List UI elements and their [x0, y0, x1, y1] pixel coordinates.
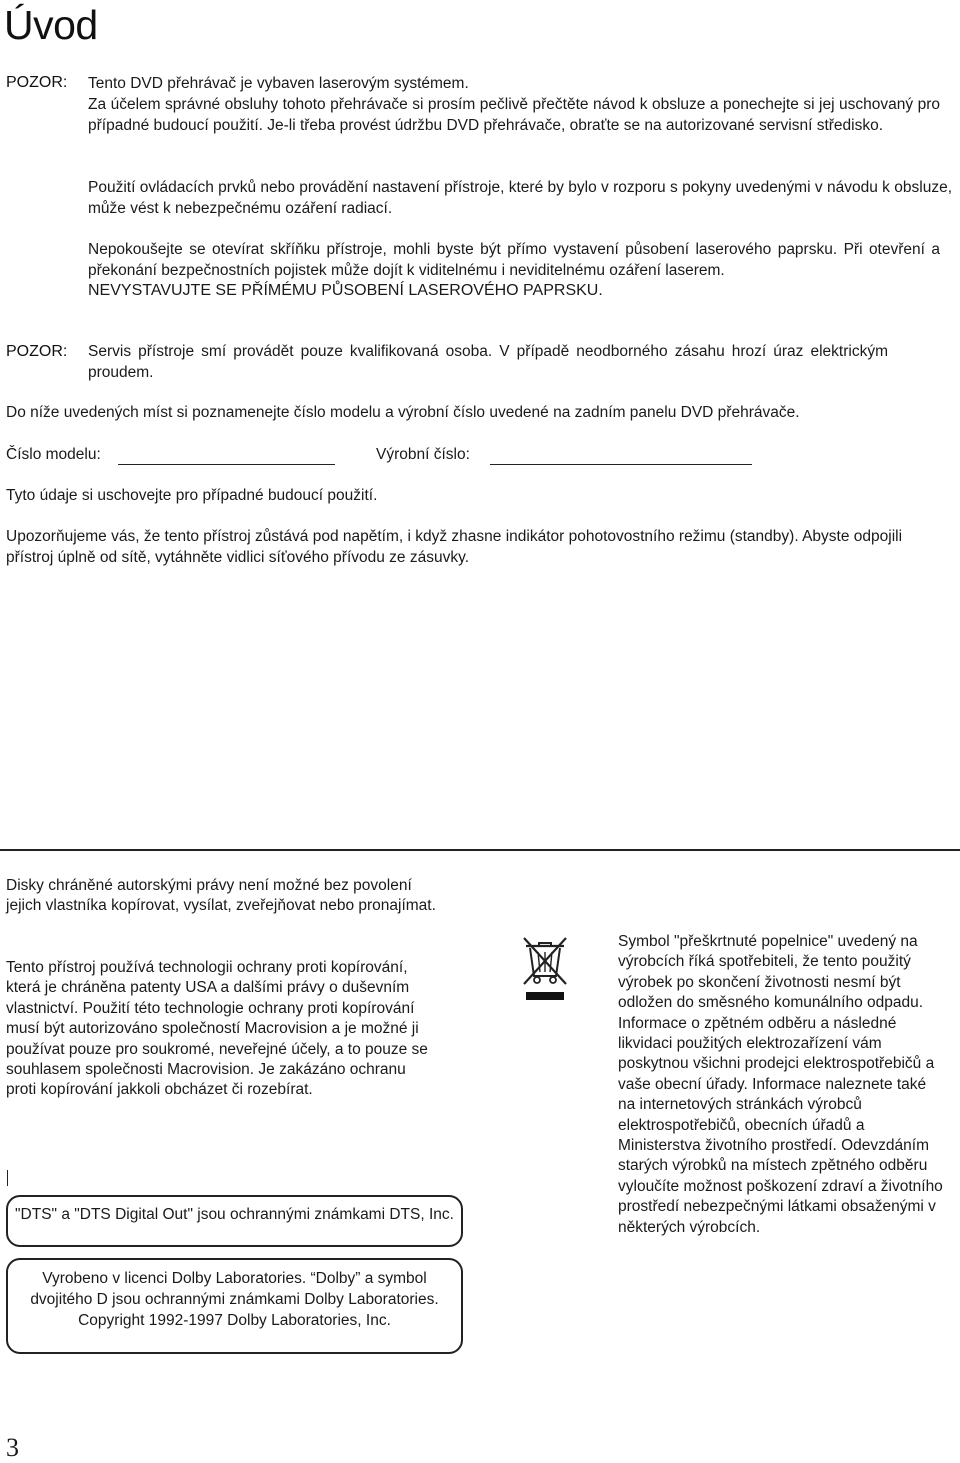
model-number-field: [118, 464, 335, 465]
instructions-paragraph: Za účelem správné obsluhy tohoto přehrávače si prosím pečlivě přečtěte návod k obsluze a ponechejte si jej uschovaný pro případné budoucí použití. Je-li třeba provést údržbu DVD přehrávače, obraťte se na autorizované servisní středisko.: [88, 96, 940, 134]
serial-number-label: Výrobní číslo:: [376, 446, 470, 463]
section-divider: [0, 849, 960, 851]
model-info-intro: Do níže uvedených míst si poznamenejte číslo modelu a výrobní číslo uvedené na zadním panelu DVD přehrávače.: [6, 404, 800, 421]
controls-warning-paragraph: Použití ovládacích prvků nebo provádění nastavení přístroje, které by bylo v rozporu s pokyny uvedenými v návodu k obsluze, může vést k nebezpečnému ozáření radiací.: [88, 179, 952, 217]
laser-beam-caps-warning: NEVYSTAVUJTE SE PŘÍMÉMU PŮSOBENÍ LASEROVÉHO PAPRSKU.: [88, 282, 603, 299]
service-warning: Servis přístroje smí provádět pouze kvalifikovaná osoba. V případě neodborného zásahu hrozí úraz elektrickým proudem.: [88, 343, 888, 381]
laser-system-note: Tento DVD přehrávač je vybaven laserovým systémem.: [88, 75, 469, 92]
dolby-license-box: [6, 1258, 463, 1354]
macrovision-paragraph: Tento přístroj používá technologii ochrany proti kopírování, která je chráněna patenty USA a dalšími právy o duševním vlastnictví. Použití této technologie ochrany proti kopírování musí být autorizováno společností Macrovision a je možné ji používat pouze pro soukromé, neveřejné účely, a to pouze se souhlasem společnosti Macrovision. Je zakázáno ochranu proti kopírování jakkoli obcházet či rozebírat.: [6, 959, 428, 1099]
model-number-label: Číslo modelu:: [6, 446, 101, 463]
dolby-license-text: Vyrobeno v licenci Dolby Laboratories. “Dolby” a symbol dvojitého D jsou ochrannými známkami Dolby Laboratories. Copyright 1992-1997 Dolby Laboratories, Inc.: [30, 1270, 439, 1329]
serial-number-field: [490, 464, 752, 465]
pozor-label-2: POZOR:: [6, 343, 68, 360]
weee-disposal-text: Symbol "přeškrtnuté popelnice" uvedený na výrobcích říká spotřebiteli, že tento použitý výrobek po skončení životnosti nesmí být odložen do směsného komunálního odpadu. Informace o zpětném odběru a následné likvidaci použitých elektrozařízení vám poskytnou všichni prodejci elektrospotřebičů a vaše obecní úřady. Informace naleznete také na internetových stránkách výrobců elektrospotřebičů, obecních úřadů a Ministerstva životního prostředí. Odevzdáním starých výrobků na místech zpětného odběru vyloučíte možnost poškození zdraví a životního prostředí nebezpečnými látkami obsaženými v některých výrobcích.: [618, 933, 943, 1236]
standby-note: Upozorňujeme vás, že tento přístroj zůstává pod napětím, i když zhasne indikátor pohotovostního režimu (standby). Abyste odpojili přístroj úplně od sítě, vytáhněte vidlici síťového přívodu ze zásuvky.: [6, 528, 903, 566]
left-margin-mark: [7, 1170, 8, 1186]
dts-trademark-box: [6, 1195, 463, 1247]
dts-trademark-text: "DTS" a "DTS Digital Out" jsou ochrannými známkami DTS, Inc.: [15, 1206, 454, 1223]
cabinet-warning-paragraph: Nepokoušejte se otevírat skříňku přístroje, mohli byste být přímo vystavení působení laserového paprsku. Při otevření a překonání bezpečnostních pojistek může dojít k viditelnému i neviditelnému ozáření laserem.: [88, 241, 940, 279]
crossed-out-wheelie-bin-icon: [520, 936, 570, 1006]
pozor-label: POZOR:: [6, 74, 68, 91]
copyright-paragraph: Disky chráněné autorskými právy není možné bez povolení jejich vlastníka kopírovat, vysílat, zveřejňovat nebo pronajímat.: [6, 877, 436, 915]
page-title: Úvod: [4, 2, 98, 48]
keep-note: Tyto údaje si uschovejte pro případné budoucí použití.: [6, 487, 378, 504]
page-number: 3: [6, 1433, 19, 1462]
